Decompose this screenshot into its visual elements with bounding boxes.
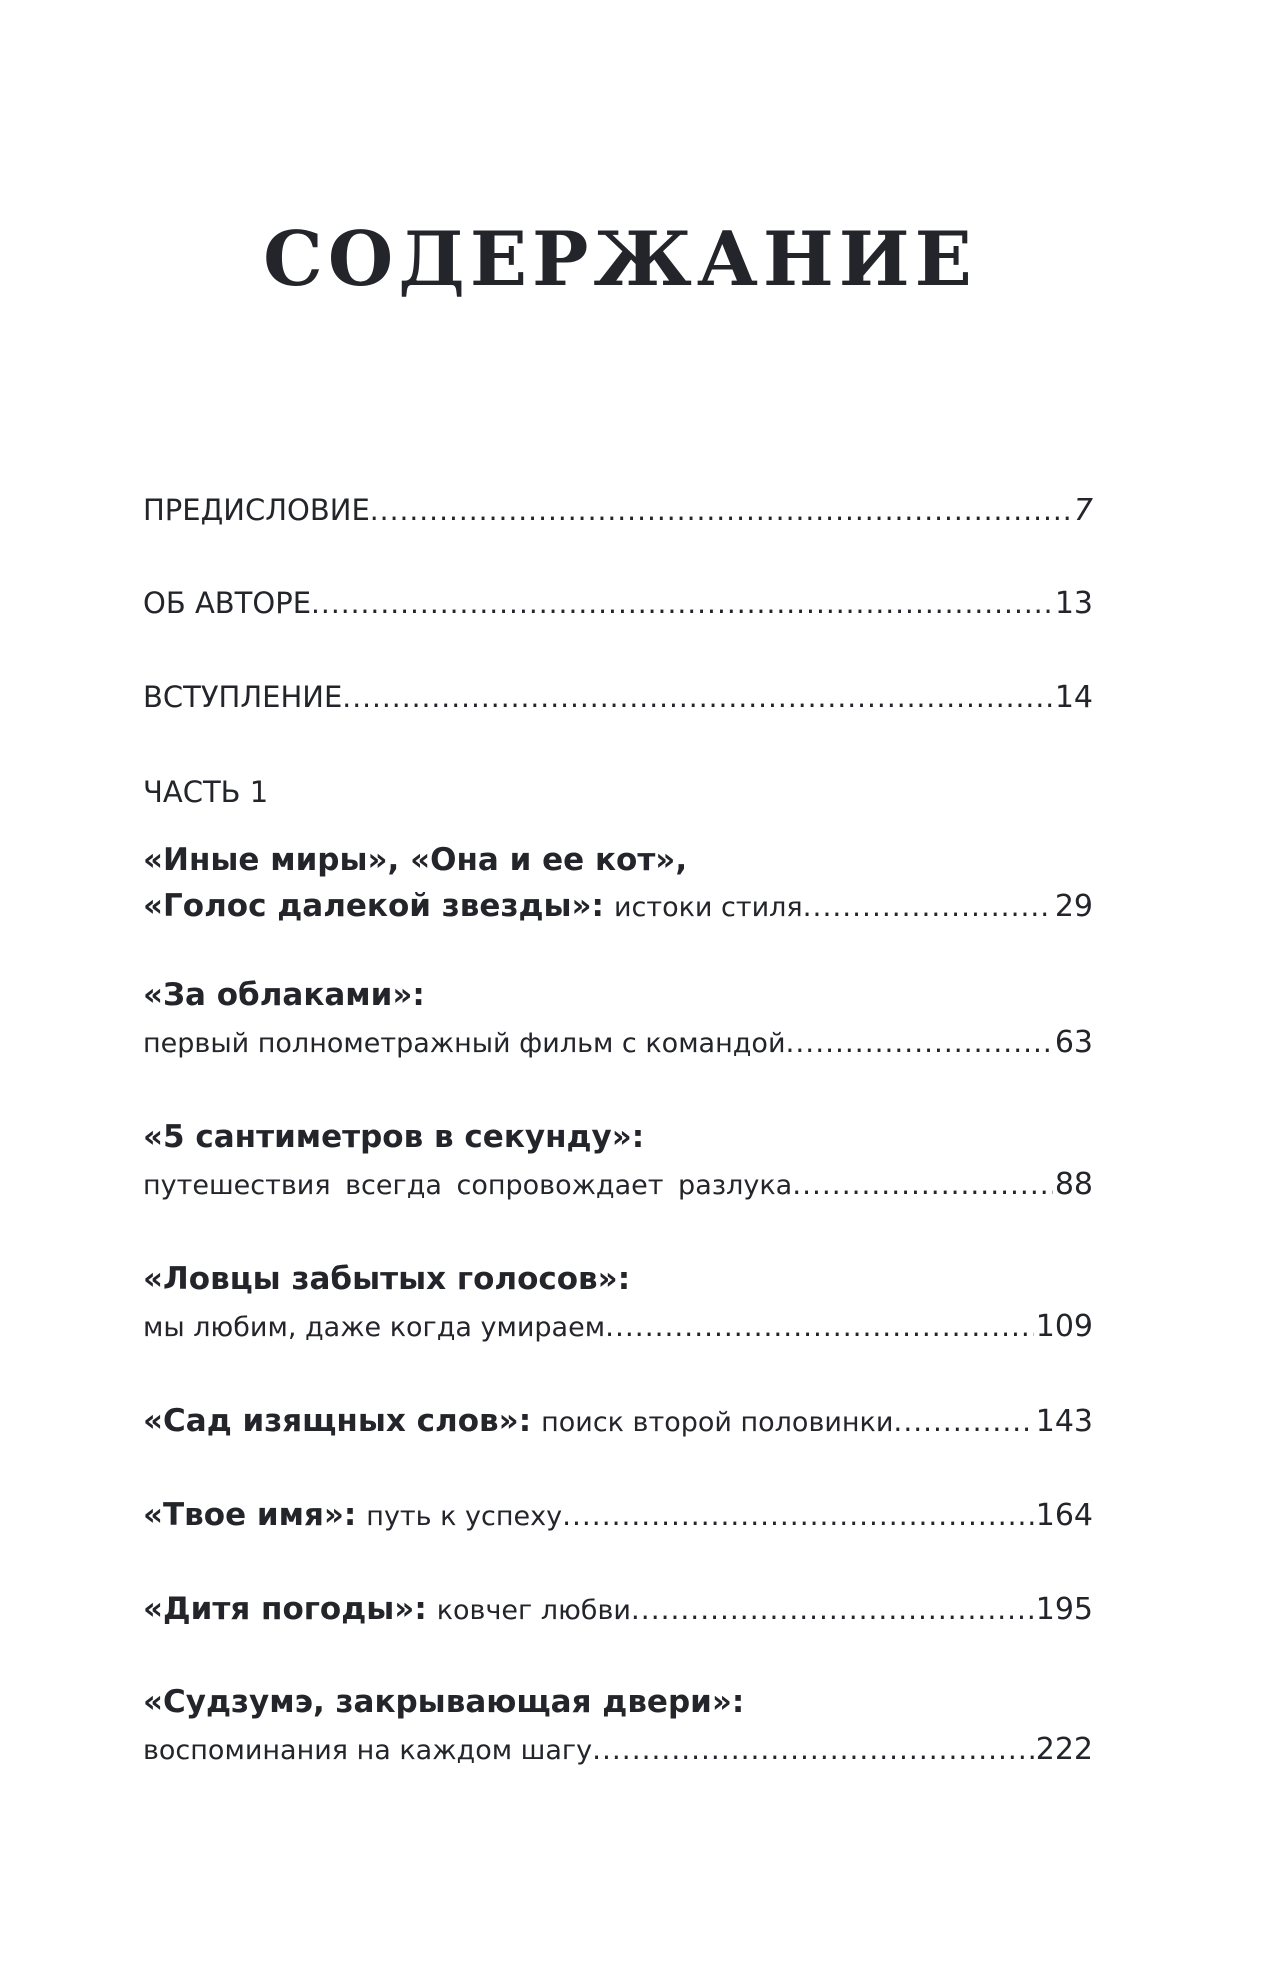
dot-leader [311,584,1053,624]
entry-label: ПРЕДИСЛОВИЕ [143,493,370,527]
toc-entry-chapter-8[interactable] [143,1682,1093,1770]
chapter-title-cont: «Голос далекой звезды»: [143,888,604,924]
chapter-title: «Твое имя»: [143,1497,357,1533]
dot-leader [592,1730,1034,1770]
toc-entry-chapter-6[interactable] [143,1495,1093,1535]
chapter-title: «За облаками»: [143,977,425,1013]
page-number: 13 [1054,586,1093,621]
chapter-subtitle: путь к успеху [366,1501,563,1532]
dot-leader [893,1402,1033,1442]
chapter-subtitle: воспоминания на каждом шагу [143,1735,593,1766]
dot-leader [370,491,1072,531]
entry-label: ВСТУПЛЕНИЕ [143,680,343,714]
page-number: 29 [1054,889,1093,924]
chapter-subtitle: ковчег любви [436,1595,631,1626]
page-number: 14 [1054,680,1093,715]
toc-entry-chapter-2[interactable] [143,975,1093,1063]
dot-leader [803,887,1053,927]
toc-entry-chapter-5[interactable] [143,1401,1093,1441]
toc-entry-about-author[interactable] [143,583,1093,623]
toc-entry-foreword[interactable] [143,490,1093,530]
page-number: 195 [1035,1592,1093,1627]
page-title: СОДЕРЖАНИЕ [263,215,977,303]
part-heading: ЧАСТЬ 1 [143,775,269,809]
dot-leader [792,1165,1053,1205]
chapter-subtitle: мы любим, даже когда умираем [143,1312,606,1343]
page-number: 63 [1054,1025,1093,1060]
page-number: 88 [1054,1167,1093,1202]
page-number: 164 [1035,1498,1093,1533]
toc-entry-chapter-1[interactable] [143,840,1093,926]
toc-entry-chapter-7[interactable] [143,1589,1093,1629]
chapter-subtitle: первый полнометражный фильм с командой [143,1028,786,1059]
chapter-subtitle: путешествия всегда сопровождает разлука [143,1170,793,1201]
toc-entry-chapter-3[interactable] [143,1117,1093,1205]
chapter-subtitle: поиск второй половинки [541,1407,894,1438]
chapter-title: «Ловцы забытых голосов»: [143,1261,631,1297]
chapter-title: «Сад изящных слов»: [143,1403,532,1439]
chapter-title: «5 сантиметров в секунду»: [143,1119,645,1155]
chapter-subtitle: истоки стиля [613,892,803,923]
chapter-title: «Судзумэ, закрывающая двери»: [143,1684,745,1720]
chapter-title: «Дитя погоды»: [143,1591,427,1627]
page-number: 143 [1035,1404,1093,1439]
page-number: 109 [1035,1309,1093,1344]
dot-leader [786,1023,1053,1063]
page-number: 7 [1073,493,1093,528]
toc-entry-introduction[interactable] [143,677,1093,717]
dot-leader [562,1496,1034,1536]
dot-leader [605,1307,1034,1347]
page-number: 222 [1035,1732,1093,1767]
dot-leader [631,1590,1034,1630]
dot-leader [342,678,1053,718]
chapter-title: «Иные миры», «Она и ее кот», [143,842,688,878]
entry-label: ОБ АВТОРЕ [143,586,312,620]
toc-entry-chapter-4[interactable] [143,1259,1093,1347]
